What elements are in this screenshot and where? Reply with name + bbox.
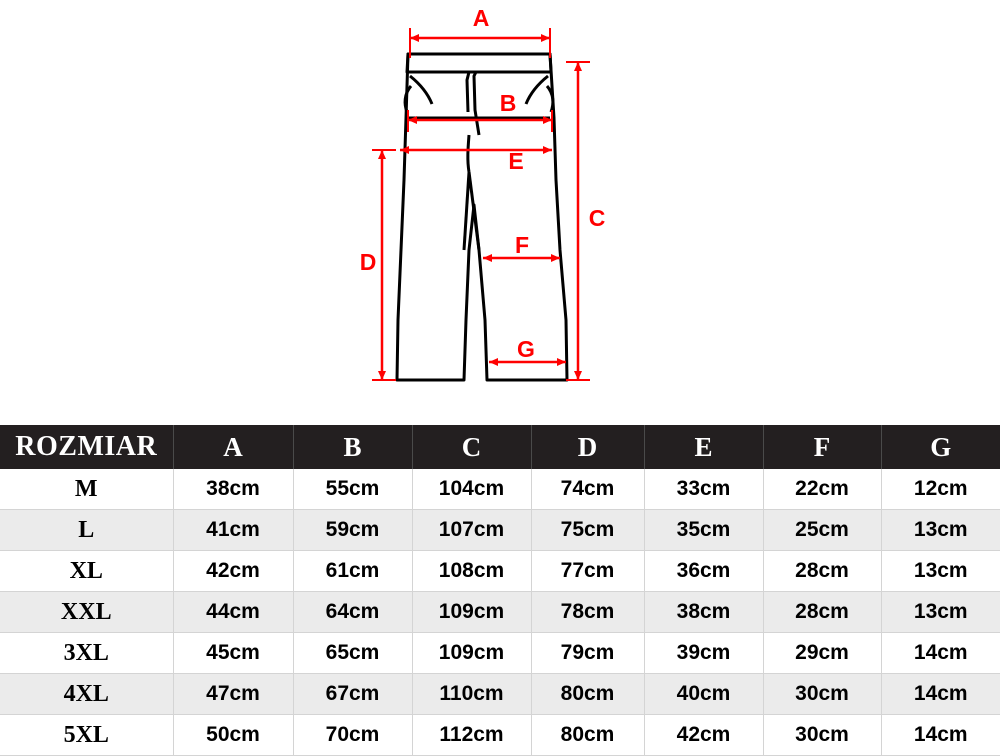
table-row: [0, 469, 1000, 510]
cell-b: 55cm: [293, 469, 412, 510]
cell-e: 35cm: [644, 510, 763, 551]
cell-e: 39cm: [644, 633, 763, 674]
label-F: F: [514, 232, 530, 258]
cell-f: 28cm: [763, 551, 881, 592]
cell-a: 44cm: [173, 592, 293, 633]
cell-f: 28cm: [763, 592, 881, 633]
label-E: E: [508, 148, 524, 174]
cell-c: 109cm: [412, 592, 531, 633]
cell-g: 13cm: [881, 510, 1000, 551]
label-A: A: [472, 5, 490, 31]
cell-e: 40cm: [644, 674, 763, 715]
cell-g: 14cm: [881, 633, 1000, 674]
cell-a: 38cm: [173, 469, 293, 510]
cell-size: XL: [0, 551, 173, 592]
cell-f: 25cm: [763, 510, 881, 551]
cell-e: 33cm: [644, 469, 763, 510]
cell-b: 70cm: [293, 715, 412, 756]
column-header-g: G: [881, 425, 1000, 469]
cell-a: 50cm: [173, 715, 293, 756]
cell-d: 78cm: [531, 592, 644, 633]
table-row: [0, 592, 1000, 633]
cell-size: M: [0, 469, 173, 510]
cell-size: 3XL: [0, 633, 173, 674]
size-table: [0, 425, 1000, 756]
cell-f: 30cm: [763, 674, 881, 715]
cell-c: 109cm: [412, 633, 531, 674]
cell-a: 41cm: [173, 510, 293, 551]
cell-d: 80cm: [531, 715, 644, 756]
cell-size: 4XL: [0, 674, 173, 715]
cell-b: 65cm: [293, 633, 412, 674]
table-row: [0, 510, 1000, 551]
cell-f: 29cm: [763, 633, 881, 674]
cell-d: 80cm: [531, 674, 644, 715]
cell-size: XXL: [0, 592, 173, 633]
cell-b: 61cm: [293, 551, 412, 592]
cell-g: 14cm: [881, 715, 1000, 756]
cell-e: 38cm: [644, 592, 763, 633]
cell-g: 13cm: [881, 592, 1000, 633]
cell-a: 42cm: [173, 551, 293, 592]
cell-e: 42cm: [644, 715, 763, 756]
cell-b: 59cm: [293, 510, 412, 551]
column-header-size: ROZMIAR: [0, 425, 173, 469]
column-header-f: F: [763, 425, 881, 469]
column-header-c: C: [412, 425, 531, 469]
cell-d: 75cm: [531, 510, 644, 551]
table-row: [0, 674, 1000, 715]
table-row: [0, 633, 1000, 674]
column-header-b: B: [293, 425, 412, 469]
cell-c: 107cm: [412, 510, 531, 551]
column-header-a: A: [173, 425, 293, 469]
cell-size: 5XL: [0, 715, 173, 756]
cell-d: 79cm: [531, 633, 644, 674]
table-row: [0, 551, 1000, 592]
table-row: [0, 715, 1000, 756]
table-header-row: [0, 425, 1000, 469]
cell-d: 77cm: [531, 551, 644, 592]
cell-c: 110cm: [412, 674, 531, 715]
cell-a: 47cm: [173, 674, 293, 715]
label-B: B: [499, 90, 517, 116]
trousers-outline: [397, 54, 567, 380]
label-C: C: [588, 205, 606, 231]
cell-c: 104cm: [412, 469, 531, 510]
dimension-labels: [360, 5, 606, 362]
cell-b: 64cm: [293, 592, 412, 633]
column-header-d: D: [531, 425, 644, 469]
cell-f: 22cm: [763, 469, 881, 510]
cell-c: 112cm: [412, 715, 531, 756]
cell-g: 12cm: [881, 469, 1000, 510]
label-G: G: [517, 336, 535, 362]
cell-f: 30cm: [763, 715, 881, 756]
cell-g: 13cm: [881, 551, 1000, 592]
cell-size: L: [0, 510, 173, 551]
cell-a: 45cm: [173, 633, 293, 674]
cell-b: 67cm: [293, 674, 412, 715]
cell-e: 36cm: [644, 551, 763, 592]
column-header-e: E: [644, 425, 763, 469]
cell-g: 14cm: [881, 674, 1000, 715]
cell-c: 108cm: [412, 551, 531, 592]
label-D: D: [359, 249, 377, 275]
cell-d: 74cm: [531, 469, 644, 510]
